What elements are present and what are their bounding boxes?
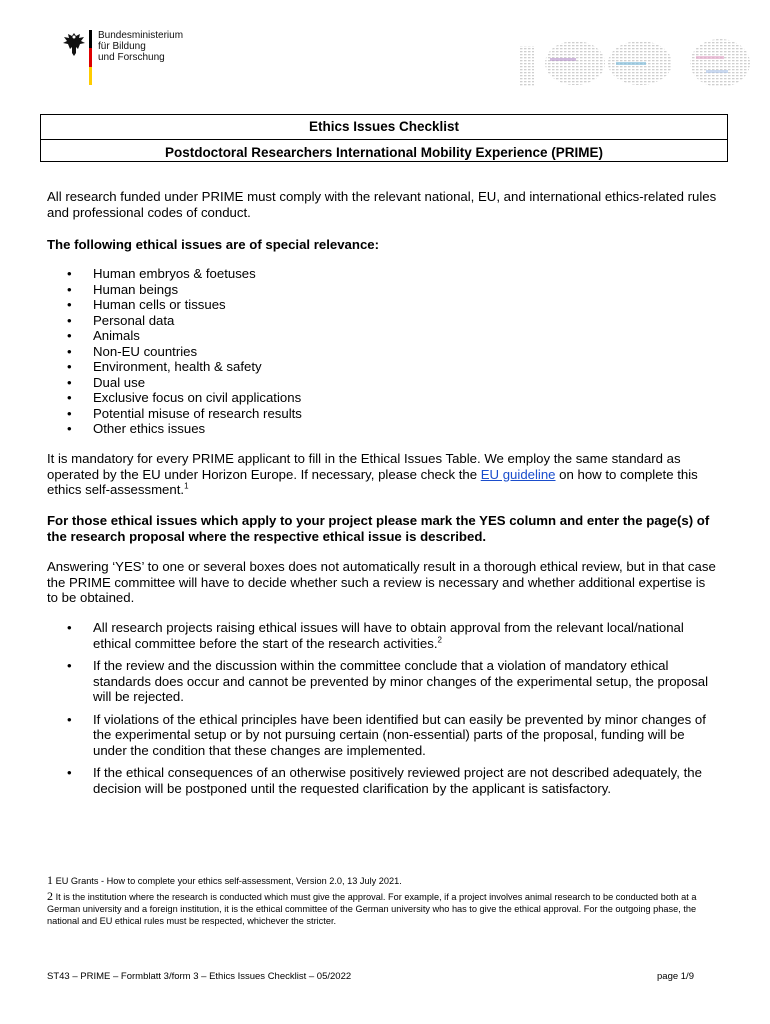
instruction-paragraph: For those ethical issues which apply to your project please mark the YES column and enter the page(s) of the research proposal where the respective ethical issue is described.	[47, 513, 710, 544]
footnote-number: 2	[47, 889, 53, 903]
issue-item: • Personal data	[47, 313, 717, 329]
intro-paragraph: All research funded under PRIME must comply with the relevant national, EU, and international ethics-related rules and professional codes of conduct.	[47, 189, 717, 220]
footnotes	[47, 874, 717, 927]
document-title: Ethics Issues Checklist	[308, 119, 460, 134]
issue-item: • Human beings	[47, 282, 717, 298]
footnote	[47, 890, 717, 927]
footnote-ref: 2	[437, 635, 442, 645]
rule-text: If violations of the ethical principles have been identified but can easily be prevented by minor changes of the experimental setup or by not pursuing certain (non-essential) parts of the proposal, funding will be under the condition that these changes are implemented.	[93, 711, 706, 758]
flag-stripe-red	[89, 48, 92, 66]
mandatory-text-before: It is mandatory for every PRIME applicant to fill in the Ethical Issues Table. We employ the same standard as operated by the EU under Horizon Europe. If necessary, please check the	[47, 451, 681, 482]
rule-text: All research projects raising ethical issues will have to obtain approval from the relevant local/national ethical committee before the start of the research activities.	[93, 620, 684, 651]
ministry-line: und Forschung	[98, 52, 165, 63]
federal-eagle-icon	[62, 31, 86, 57]
flag-stripe-black	[89, 30, 92, 48]
prime-logo-accent	[550, 58, 576, 61]
flag-stripe-gold	[89, 67, 92, 85]
ministry-name	[98, 30, 183, 63]
issue-item: • Animals	[47, 328, 717, 344]
mandatory-paragraph	[47, 451, 717, 498]
issue-item: • Exclusive focus on civil applications	[47, 390, 717, 406]
issue-item: • Environment, health & safety	[47, 359, 717, 375]
german-flag-bar	[89, 30, 92, 85]
rule-text: If the ethical consequences of an otherwise positively reviewed project are not described adequately, the decision will be postponed until the requested clarification by the applicant is satisfactory.	[93, 765, 702, 796]
title-divider	[41, 139, 727, 140]
rule-item	[47, 712, 717, 759]
issue-item: • Other ethics issues	[47, 421, 717, 437]
footnote	[47, 874, 717, 887]
rule-item	[47, 765, 717, 796]
issue-item: • Human embryos & foetuses	[47, 266, 717, 282]
footer-document-id: ST43 – PRIME – Formblatt 3/form 3 – Ethics Issues Checklist – 05/2022	[47, 971, 352, 982]
rule-item	[47, 620, 717, 651]
prime-logo-letter-r	[545, 41, 605, 85]
prime-logo-accent	[696, 56, 724, 59]
programme-title: Postdoctoral Researchers International Mobility Experience (PRIME)	[164, 145, 604, 160]
footnote-number: 1	[47, 873, 53, 887]
mandatory-text-after: on how to complete this ethics self-assessment.	[47, 466, 698, 497]
relevance-heading: The following ethical issues are of special relevance:	[47, 237, 380, 252]
ministry-line: Bundesministerium	[98, 30, 184, 41]
issue-item: • Potential misuse of research results	[47, 406, 717, 422]
prime-logo	[520, 36, 752, 90]
ministry-line: für Bildung	[98, 41, 146, 52]
footnote-text: It is the institution where the research is conducted which must give the approval. For example, if a project involves animal research to be conducted both at a German university and a foreign institution, it is the ethical committee of the German university who has to give the ethical approval. For the outgoing phase, the national and EU ethical rules must be respected, whichever the stricter.	[47, 892, 697, 926]
prime-logo-accent	[616, 62, 646, 65]
issue-item: • Non-EU countries	[47, 344, 717, 360]
issue-item: • Dual use	[47, 375, 717, 391]
rule-item	[47, 658, 717, 705]
prime-logo-accent	[706, 70, 728, 73]
rule-text: If the review and the discussion within the committee conclude that a violation of mandatory ethical standards does occur and cannot be prevented by minor changes of the experimental setup, the proposal will be rejected.	[93, 658, 709, 704]
prime-logo-letter-p	[520, 46, 534, 86]
footnote-text: EU Grants - How to complete your ethics self-assessment, Version 2.0, 13 July 2021.	[55, 876, 402, 886]
footnote-ref: 1	[184, 481, 189, 491]
prime-logo-letter-m	[690, 39, 750, 87]
title-box	[40, 114, 728, 162]
review-rules-list	[47, 620, 717, 803]
eu-guideline-link[interactable]: EU guideline	[480, 466, 556, 482]
footer-page-number: page 1/9	[657, 971, 694, 982]
ethics-issues-list	[47, 266, 717, 437]
issue-item: • Human cells or tissues	[47, 297, 717, 313]
answering-paragraph: Answering ‘YES’ to one or several boxes does not automatically result in a thorough ethical review, but in that case the PRIME committee will have to decide whether such a review is necessary and whether additional expertise is to be obtained.	[47, 559, 716, 605]
